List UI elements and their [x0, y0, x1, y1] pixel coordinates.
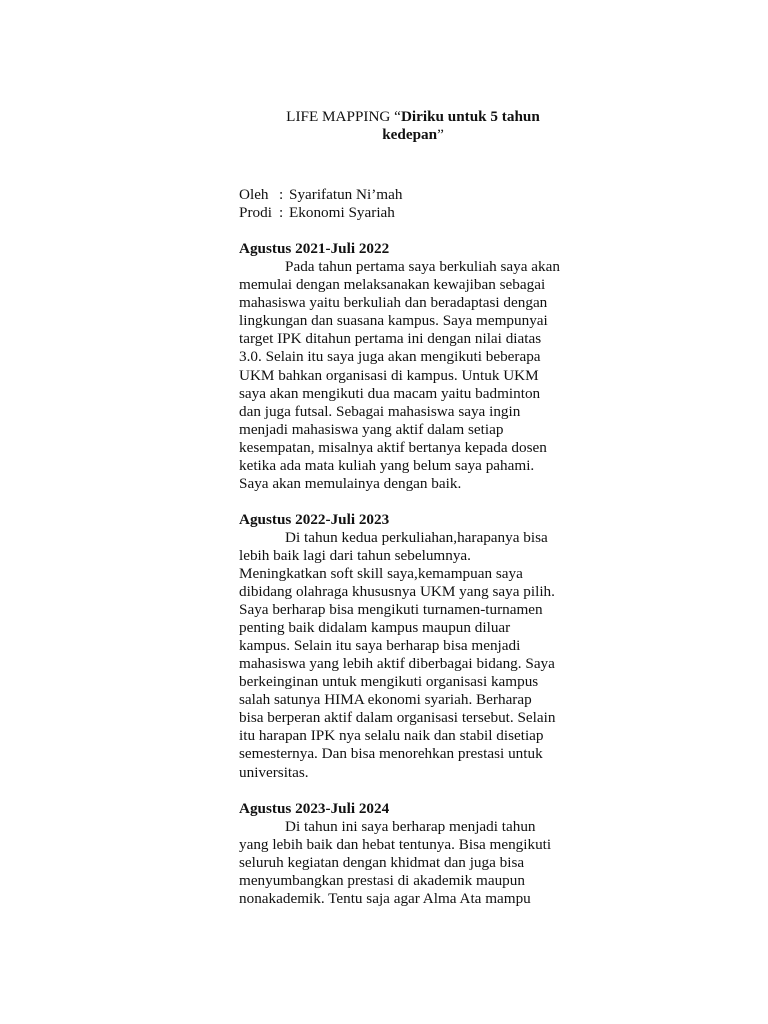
paragraph-line: target IPK ditahun pertama ini dengan nilai diatas: [239, 330, 542, 348]
document-page: [239, 108, 569, 908]
prodi-value: Ekonomi Syariah: [289, 204, 395, 222]
paragraph-line: lebih baik lagi dari tahun sebelumnya.: [239, 546, 471, 564]
paragraph-line: ketika ada mata kuliah yang belum saya pahami.: [239, 456, 535, 474]
paragraph-line: mahasiswa yang lebih aktif diberbagai bidang. Saya: [239, 655, 555, 673]
paragraph-line: seluruh kegiatan dengan khidmat dan juga bisa: [239, 853, 525, 871]
timeline-section: [239, 240, 569, 493]
paragraph-line: bisa berperan aktif dalam organisasi tersebut. Selain: [239, 709, 556, 727]
prodi-row: [239, 204, 569, 222]
prodi-label: Prodi: [239, 204, 272, 222]
paragraph-line: Meningkatkan soft skill saya,kemampuan saya: [239, 564, 523, 582]
section-heading: Agustus 2021-Juli 2022: [239, 240, 390, 258]
author-label: Oleh: [239, 186, 269, 204]
paragraph-line: lingkungan dan suasana kampus. Saya mempunyai: [239, 312, 548, 330]
paragraph-line: mahasiswa yaitu berkuliah dan beradaptasi dengan: [239, 294, 548, 312]
author-info: [239, 186, 569, 222]
document-title: [239, 108, 569, 144]
paragraph-line: menyumbangkan prestasi di akademik maupun: [239, 871, 525, 889]
paragraph-line: kampus. Selain itu saya berharap bisa menjadi: [239, 637, 521, 655]
paragraph-line: itu harapan IPK nya selalu naik dan stabil disetiap: [239, 727, 544, 745]
paragraph-line: universitas.: [239, 763, 309, 781]
paragraph-line: UKM bahkan organisasi di kampus. Untuk UKM: [239, 366, 539, 384]
title-suffix: ”: [437, 126, 444, 144]
paragraph-line: penting baik didalam kampus maupun diluar: [239, 619, 511, 637]
section-heading: Agustus 2023-Juli 2024: [239, 799, 390, 817]
title-line-1: [257, 108, 569, 126]
paragraph-line: dibidang olahraga khususnya UKM yang saya pilih.: [239, 583, 555, 601]
timeline-section: [239, 511, 569, 782]
paragraph-line: berkeinginan untuk mengikuti organisasi kampus: [239, 673, 539, 691]
timeline-section: [239, 800, 569, 908]
title-prefix: LIFE MAPPING “: [286, 108, 401, 125]
paragraph-line: Pada tahun pertama saya berkuliah saya akan: [285, 258, 560, 276]
title-bold-line-2: kedepan: [382, 126, 438, 144]
sections-container: [239, 240, 569, 908]
author-row: [239, 186, 569, 204]
paragraph-line: memulai dengan melaksanakan kewajiban sebagai: [239, 276, 546, 294]
paragraph-line: Di tahun kedua perkuliahan,harapanya bisa: [285, 528, 548, 546]
title-bold-line-1: Diriku untuk 5 tahun: [400, 108, 540, 125]
paragraph-line: saya akan mengikuti dua macam yaitu badminton: [239, 384, 541, 402]
author-value: Syarifatun Ni’mah: [289, 186, 403, 204]
section-heading: Agustus 2022-Juli 2023: [239, 510, 390, 528]
paragraph-line: dan juga futsal. Sebagai mahasiswa saya ingin: [239, 402, 521, 420]
title-line-2: [257, 126, 569, 144]
paragraph-line: Saya akan memulainya dengan baik.: [239, 474, 462, 492]
paragraph-line: semesternya. Dan bisa menorehkan prestasi untuk: [239, 745, 543, 763]
paragraph-line: menjadi mahasiswa yang aktif dalam setiap: [239, 420, 504, 438]
paragraph-line: yang lebih baik dan hebat tentunya. Bisa mengikuti: [239, 835, 552, 853]
prodi-separator: :: [279, 204, 284, 222]
paragraph-line: Saya berharap bisa mengikuti turnamen-turnamen: [239, 601, 543, 619]
author-separator: :: [279, 186, 284, 204]
paragraph-line: salah satunya HIMA ekonomi syariah. Berharap: [239, 691, 532, 709]
paragraph-line: Di tahun ini saya berharap menjadi tahun: [285, 817, 536, 835]
paragraph-line: 3.0. Selain itu saya juga akan mengikuti beberapa: [239, 348, 541, 366]
paragraph-line: kesempatan, misalnya aktif bertanya kepada dosen: [239, 438, 547, 456]
paragraph-line: nonakademik. Tentu saja agar Alma Ata mampu: [239, 889, 531, 907]
